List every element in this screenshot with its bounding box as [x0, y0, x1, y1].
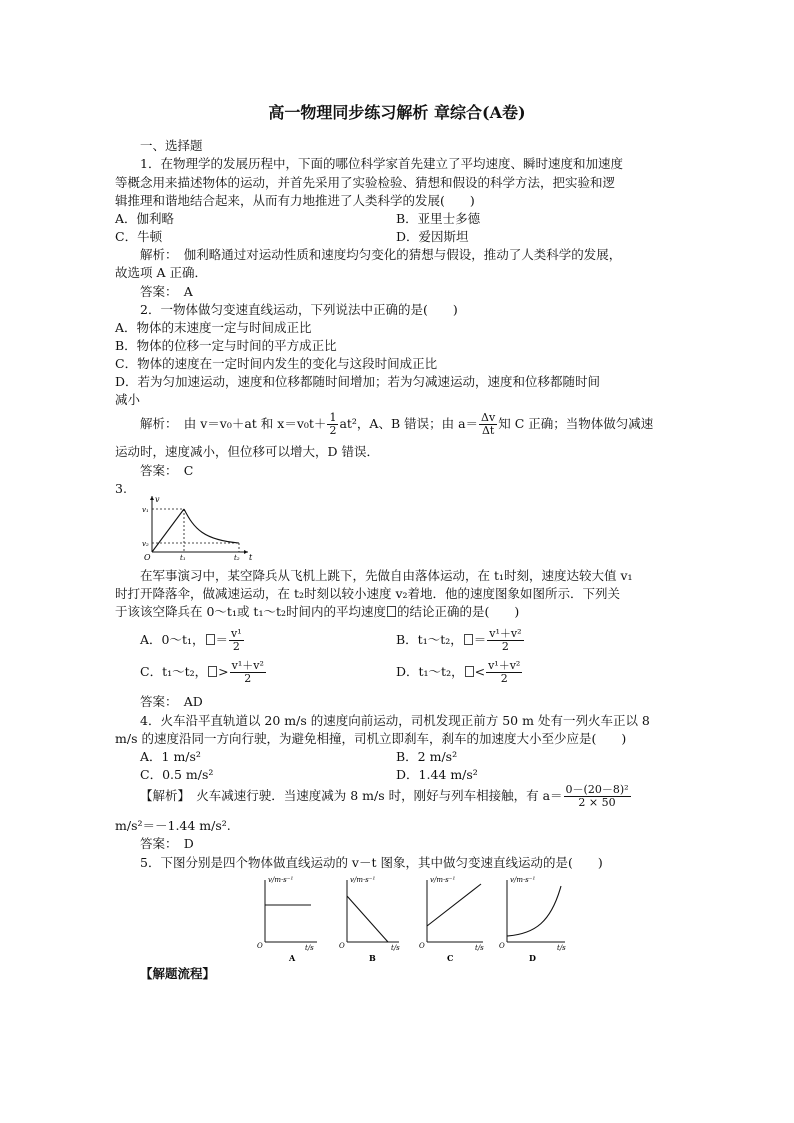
- q1-answer: 答案： A: [140, 284, 193, 299]
- q5-d-x-label: t/s: [557, 944, 566, 952]
- q5-graph-a: [257, 876, 317, 963]
- q2-explanation-line-1: [140, 412, 653, 437]
- solution-flow-heading: 【解题流程】: [140, 966, 216, 981]
- missing-symbol-icon: [387, 606, 396, 617]
- q4-option-b: B．2 m/s²: [396, 749, 458, 764]
- q3-option-c-fraction: $\frac{\text{v¹＋v²}}{2}$: [231, 659, 264, 685]
- q2-half-fraction: $\frac{1}{2}$: [329, 411, 337, 437]
- q3-x-arrow: [244, 550, 248, 554]
- missing-symbol-icon: [464, 634, 473, 645]
- q1-option-c: C．牛顿: [115, 229, 163, 244]
- q1-option-a: A．伽利略: [115, 211, 175, 226]
- q1-option-b: B．亚里士多德: [396, 211, 481, 226]
- q2-dv-dt-fraction: $\frac{\Delta v}{\Delta t}$: [481, 411, 496, 437]
- q4-acceleration-fraction: $\frac{\text{0－(20－8)²}}{2 \times 50}$: [565, 783, 629, 809]
- q1-stem-line-2: 等概念用来描述物体的运动，并首先采用了实验检验、猜想和假设的科学方法，把实验和逻: [115, 175, 616, 190]
- q4-stem-line-1: 4．火车沿平直轨道以 20 m/s 的速度向前运动，司机发现正前方 50 m 处有一列火车正以 8: [140, 713, 650, 728]
- q5-b-x-label: t/s: [391, 944, 400, 952]
- q5-b-line: [347, 896, 388, 942]
- q3-option-b-fraction: $\frac{\text{v¹＋v²}}{2}$: [489, 627, 522, 653]
- q5-c-y-label: v/m·s⁻¹: [430, 876, 456, 884]
- q5-a-caption: A: [289, 953, 296, 963]
- q4-stem-line-2: m/s 的速度沿同一方向行驶，为避免相撞，司机立即刹车，刹车的加速度大小至少应是( ): [115, 731, 627, 746]
- q3-option-d: D．t₁～t₂， < $\frac{\text{v¹＋v²}}{2}$: [396, 659, 521, 685]
- q2-option-d-line-1: D．若为匀加速运动，速度和位移都随时间增加；若为匀减速运动，速度和位移都随时间: [115, 374, 601, 389]
- q1-option-d: D．爱因斯坦: [396, 229, 469, 244]
- q3-x-label: t: [249, 553, 253, 562]
- q3-stem-line-1: 在军事演习中，某空降兵从飞机上跳下，先做自由落体运动，在 t₁时刻，速度达较大值 v₁: [140, 568, 633, 583]
- q1-explanation-line-2: 故选项 A 正确．: [115, 265, 207, 280]
- q3-option-a-fraction: $\frac{\text{v¹}}{2}$: [231, 627, 242, 653]
- q5-c-caption: C: [447, 953, 454, 963]
- q2-option-b: B．物体的位移一定与时间的平方成正比: [115, 338, 337, 353]
- q5-graph-d: [499, 876, 566, 963]
- q3-origin-label: O: [144, 553, 151, 562]
- section-heading: 一、选择题: [140, 138, 203, 153]
- q5-b-y-label: v/m·s⁻¹: [350, 876, 376, 884]
- q2-expl-part-3: 知 C 正确；当物体做匀减速: [498, 416, 654, 431]
- q2-option-a: A．物体的末速度一定与时间成正比: [115, 320, 312, 335]
- q3-y-label: v: [155, 495, 160, 504]
- q5-graph-c: [419, 876, 484, 963]
- q5-graph-b: [339, 876, 400, 963]
- q4-answer: 答案： D: [140, 836, 194, 851]
- missing-symbol-icon: [208, 666, 217, 677]
- q3-answer: 答案： AD: [140, 694, 203, 709]
- q3-deceleration-curve: [184, 509, 239, 543]
- q4-explanation-line-1: 【解析】 火车减速行驶．当速度减为 8 m/s 时，刚好与列车相接触，有 a＝ $\frac{\text{0－(20－8)²}}{2 \times 50}$: [140, 783, 629, 809]
- q2-answer: 答案： C: [140, 463, 194, 478]
- q3-v2-label: v₂: [142, 540, 149, 548]
- q3-option-a: A．0～t₁， ＝ $\frac{\text{v¹}}{2}$: [140, 627, 242, 653]
- q2-expl-part-1: 解析： 由 v＝v₀＋at 和 x＝v₀t＋: [140, 416, 327, 431]
- q1-stem-line-3: 辑推理和谐地结合起来，从而有力地推进了人类科学的发展( ): [115, 193, 475, 208]
- q4-option-a: A．1 m/s²: [140, 749, 201, 764]
- q5-a-origin: O: [257, 942, 263, 950]
- page-title: 高一物理同步练习解析 章综合(A卷): [268, 103, 526, 122]
- q3-t1-label: t₁: [180, 554, 186, 562]
- q3-option-b: B．t₁～t₂， ＝ $\frac{\text{v¹＋v²}}{2}$: [396, 627, 522, 653]
- q2-expl-part-2: at²，A、B 错误；由 a＝: [339, 416, 479, 431]
- q5-c-x-label: t/s: [475, 944, 484, 952]
- q3-option-c: C．t₁～t₂， > $\frac{\text{v¹＋v²}}{2}$: [140, 659, 264, 685]
- q2-stem: 2．一物体做匀变速直线运动，下列说法中正确的是( ): [140, 302, 458, 317]
- q5-a-y-label: v/m·s⁻¹: [268, 876, 294, 884]
- missing-symbol-icon: [465, 666, 474, 677]
- q5-d-caption: D: [529, 953, 536, 963]
- q1-stem-line-1: 1．在物理学的发展历程中，下面的哪位科学家首先建立了平均速度、瞬时速度和加速度: [140, 156, 623, 171]
- q4-option-c: C．0.5 m/s²: [140, 767, 214, 782]
- q4-option-d: D．1.44 m/s²: [396, 767, 478, 782]
- q3-number: 3.: [115, 481, 127, 496]
- q3-t2-label: t₂: [234, 554, 240, 562]
- q3-v1-label: v₁: [142, 506, 149, 514]
- q3-y-arrow: [150, 496, 154, 500]
- q2-explanation-line-2: 运动时，速度减小，但位移可以增大，D 错误．: [115, 444, 379, 459]
- q5-d-origin: O: [499, 942, 505, 950]
- missing-symbol-icon: [206, 634, 215, 645]
- q3-stem-line-3: 于该该空降兵在 0～t₁或 t₁～t₂时间内的平均速度 的结论正确的是( ): [115, 604, 520, 619]
- q4-explanation-line-2: m/s²＝－1.44 m/s².: [115, 818, 231, 833]
- q2-option-d-line-2: 减小: [115, 392, 141, 407]
- q5-c-line: [427, 884, 481, 926]
- q3-stem-line-2: 时打开降落伞，做减速运动，在 t₂时刻以较小速度 v₂着地．他的速度图象如图所示．下列关: [115, 586, 621, 601]
- q5-a-x-label: t/s: [305, 944, 314, 952]
- q5-b-origin: O: [339, 942, 345, 950]
- q2-option-c: C．物体的速度在一定时间内发生的变化与这段时间成正比: [115, 356, 438, 371]
- q5-d-curve: [507, 886, 561, 936]
- q3-acceleration-segment: [152, 509, 184, 552]
- q1-explanation-line-1: 解析： 伽利略通过对运动性质和速度均匀变化的猜想与假设，推动了人类科学的发展，: [140, 247, 622, 262]
- q5-c-origin: O: [419, 942, 425, 950]
- q5-stem: 5．下图分别是四个物体做直线运动的 v－t 图象，其中做匀变速直线运动的是( ): [140, 855, 603, 870]
- q5-graphs: [255, 872, 575, 964]
- q3-velocity-graph: [142, 494, 254, 562]
- q5-b-caption: B: [369, 953, 376, 963]
- q5-d-y-label: v/m·s⁻¹: [510, 876, 536, 884]
- q3-option-d-fraction: $\frac{\text{v¹＋v²}}{2}$: [488, 659, 521, 685]
